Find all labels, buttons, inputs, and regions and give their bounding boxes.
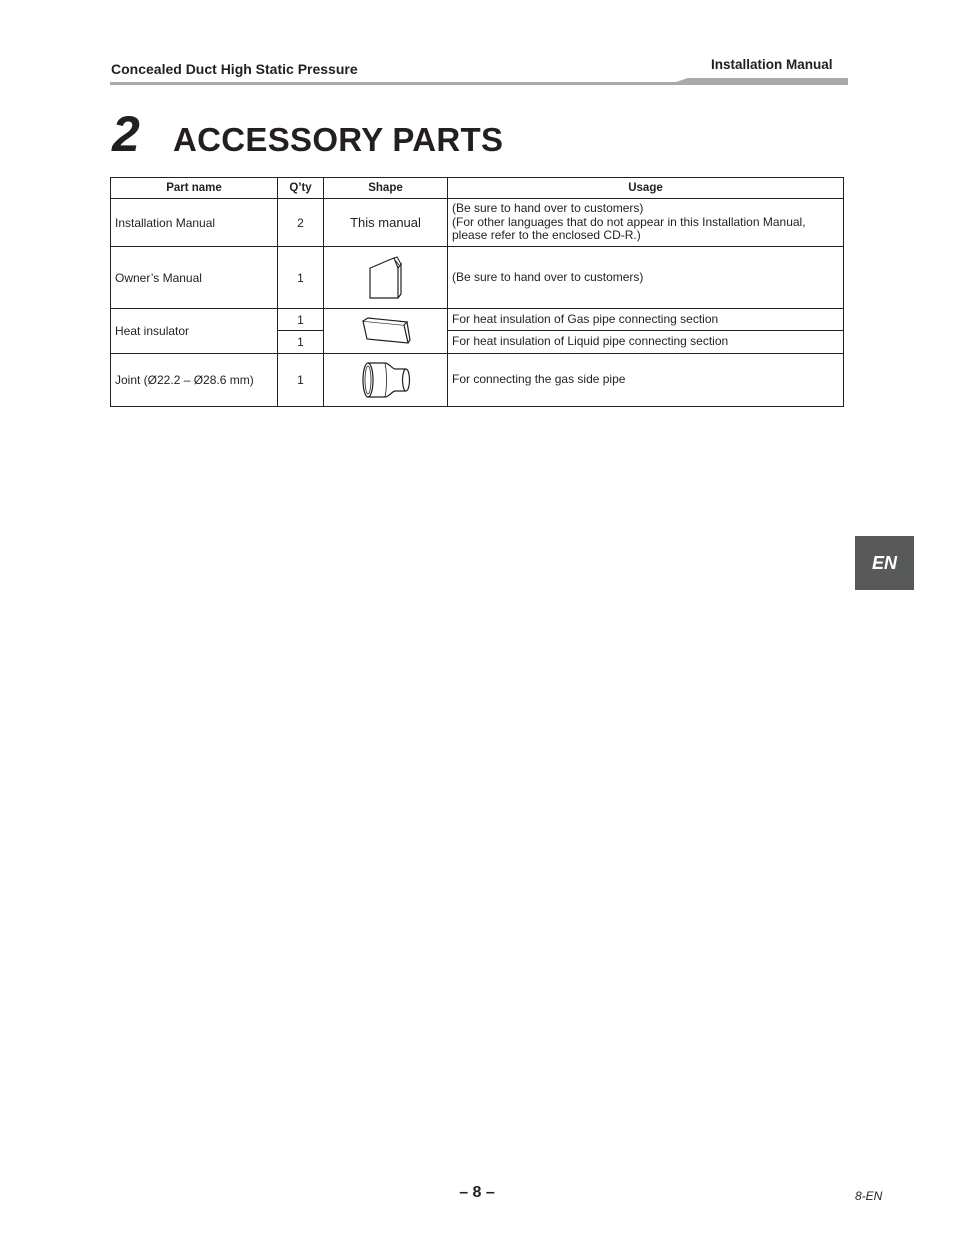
qty-cell: 1: [278, 309, 324, 331]
shape-cell: [324, 354, 448, 407]
part-name-cell: Joint (Ø22.2 – Ø28.6 mm): [111, 354, 278, 407]
usage-cell: [448, 354, 844, 407]
table-row: [111, 309, 844, 331]
shape-cell: This manual: [324, 199, 448, 247]
usage-cell: [448, 247, 844, 309]
booklet-icon: [366, 255, 406, 301]
qty-cell: 1: [278, 247, 324, 309]
accessory-parts-table: [110, 177, 844, 407]
shape-cell: [324, 247, 448, 309]
usage-line: please refer to the enclosed CD-R.): [452, 228, 641, 243]
col-header-part-name: Part name: [111, 178, 278, 199]
table-row: [111, 199, 844, 247]
part-name-cell: Installation Manual: [111, 199, 278, 247]
header-manual-title: Installation Manual: [711, 57, 833, 72]
part-name-cell: Owner’s Manual: [111, 247, 278, 309]
usage-cell: For heat insulation of Liquid pipe connecting section: [448, 331, 844, 354]
usage-cell: [448, 199, 844, 247]
table-row: [111, 354, 844, 407]
qty-cell: 1: [278, 354, 324, 407]
table-row: [111, 247, 844, 309]
shape-cell: [324, 309, 448, 354]
page-number: – 8 –: [459, 1184, 495, 1201]
usage-line: For connecting the gas side pipe: [452, 372, 626, 387]
qty-cell: 2: [278, 199, 324, 247]
page-code: 8-EN: [855, 1189, 883, 1203]
usage-line: (For other languages that do not appear in this Installation Manual,: [452, 214, 806, 229]
col-header-shape: Shape: [324, 178, 448, 199]
header-rule-bar: [110, 78, 848, 88]
pipe-joint-icon: [359, 360, 413, 400]
insulator-icon: [360, 315, 412, 347]
col-header-usage: Usage: [448, 178, 844, 199]
part-name-cell: Heat insulator: [111, 309, 278, 354]
language-tab: EN: [855, 536, 914, 590]
usage-cell: For heat insulation of Gas pipe connecting section: [448, 309, 844, 331]
section-number: 2: [112, 106, 140, 162]
col-header-qty: Q’ty: [278, 178, 324, 199]
qty-cell: 1: [278, 331, 324, 354]
section-title: ACCESSORY PARTS: [173, 121, 504, 158]
header-document-title: Concealed Duct High Static Pressure: [111, 61, 358, 77]
table-header-row: [111, 178, 844, 199]
usage-line: (Be sure to hand over to customers): [452, 269, 644, 284]
usage-line: (Be sure to hand over to customers): [452, 201, 644, 216]
